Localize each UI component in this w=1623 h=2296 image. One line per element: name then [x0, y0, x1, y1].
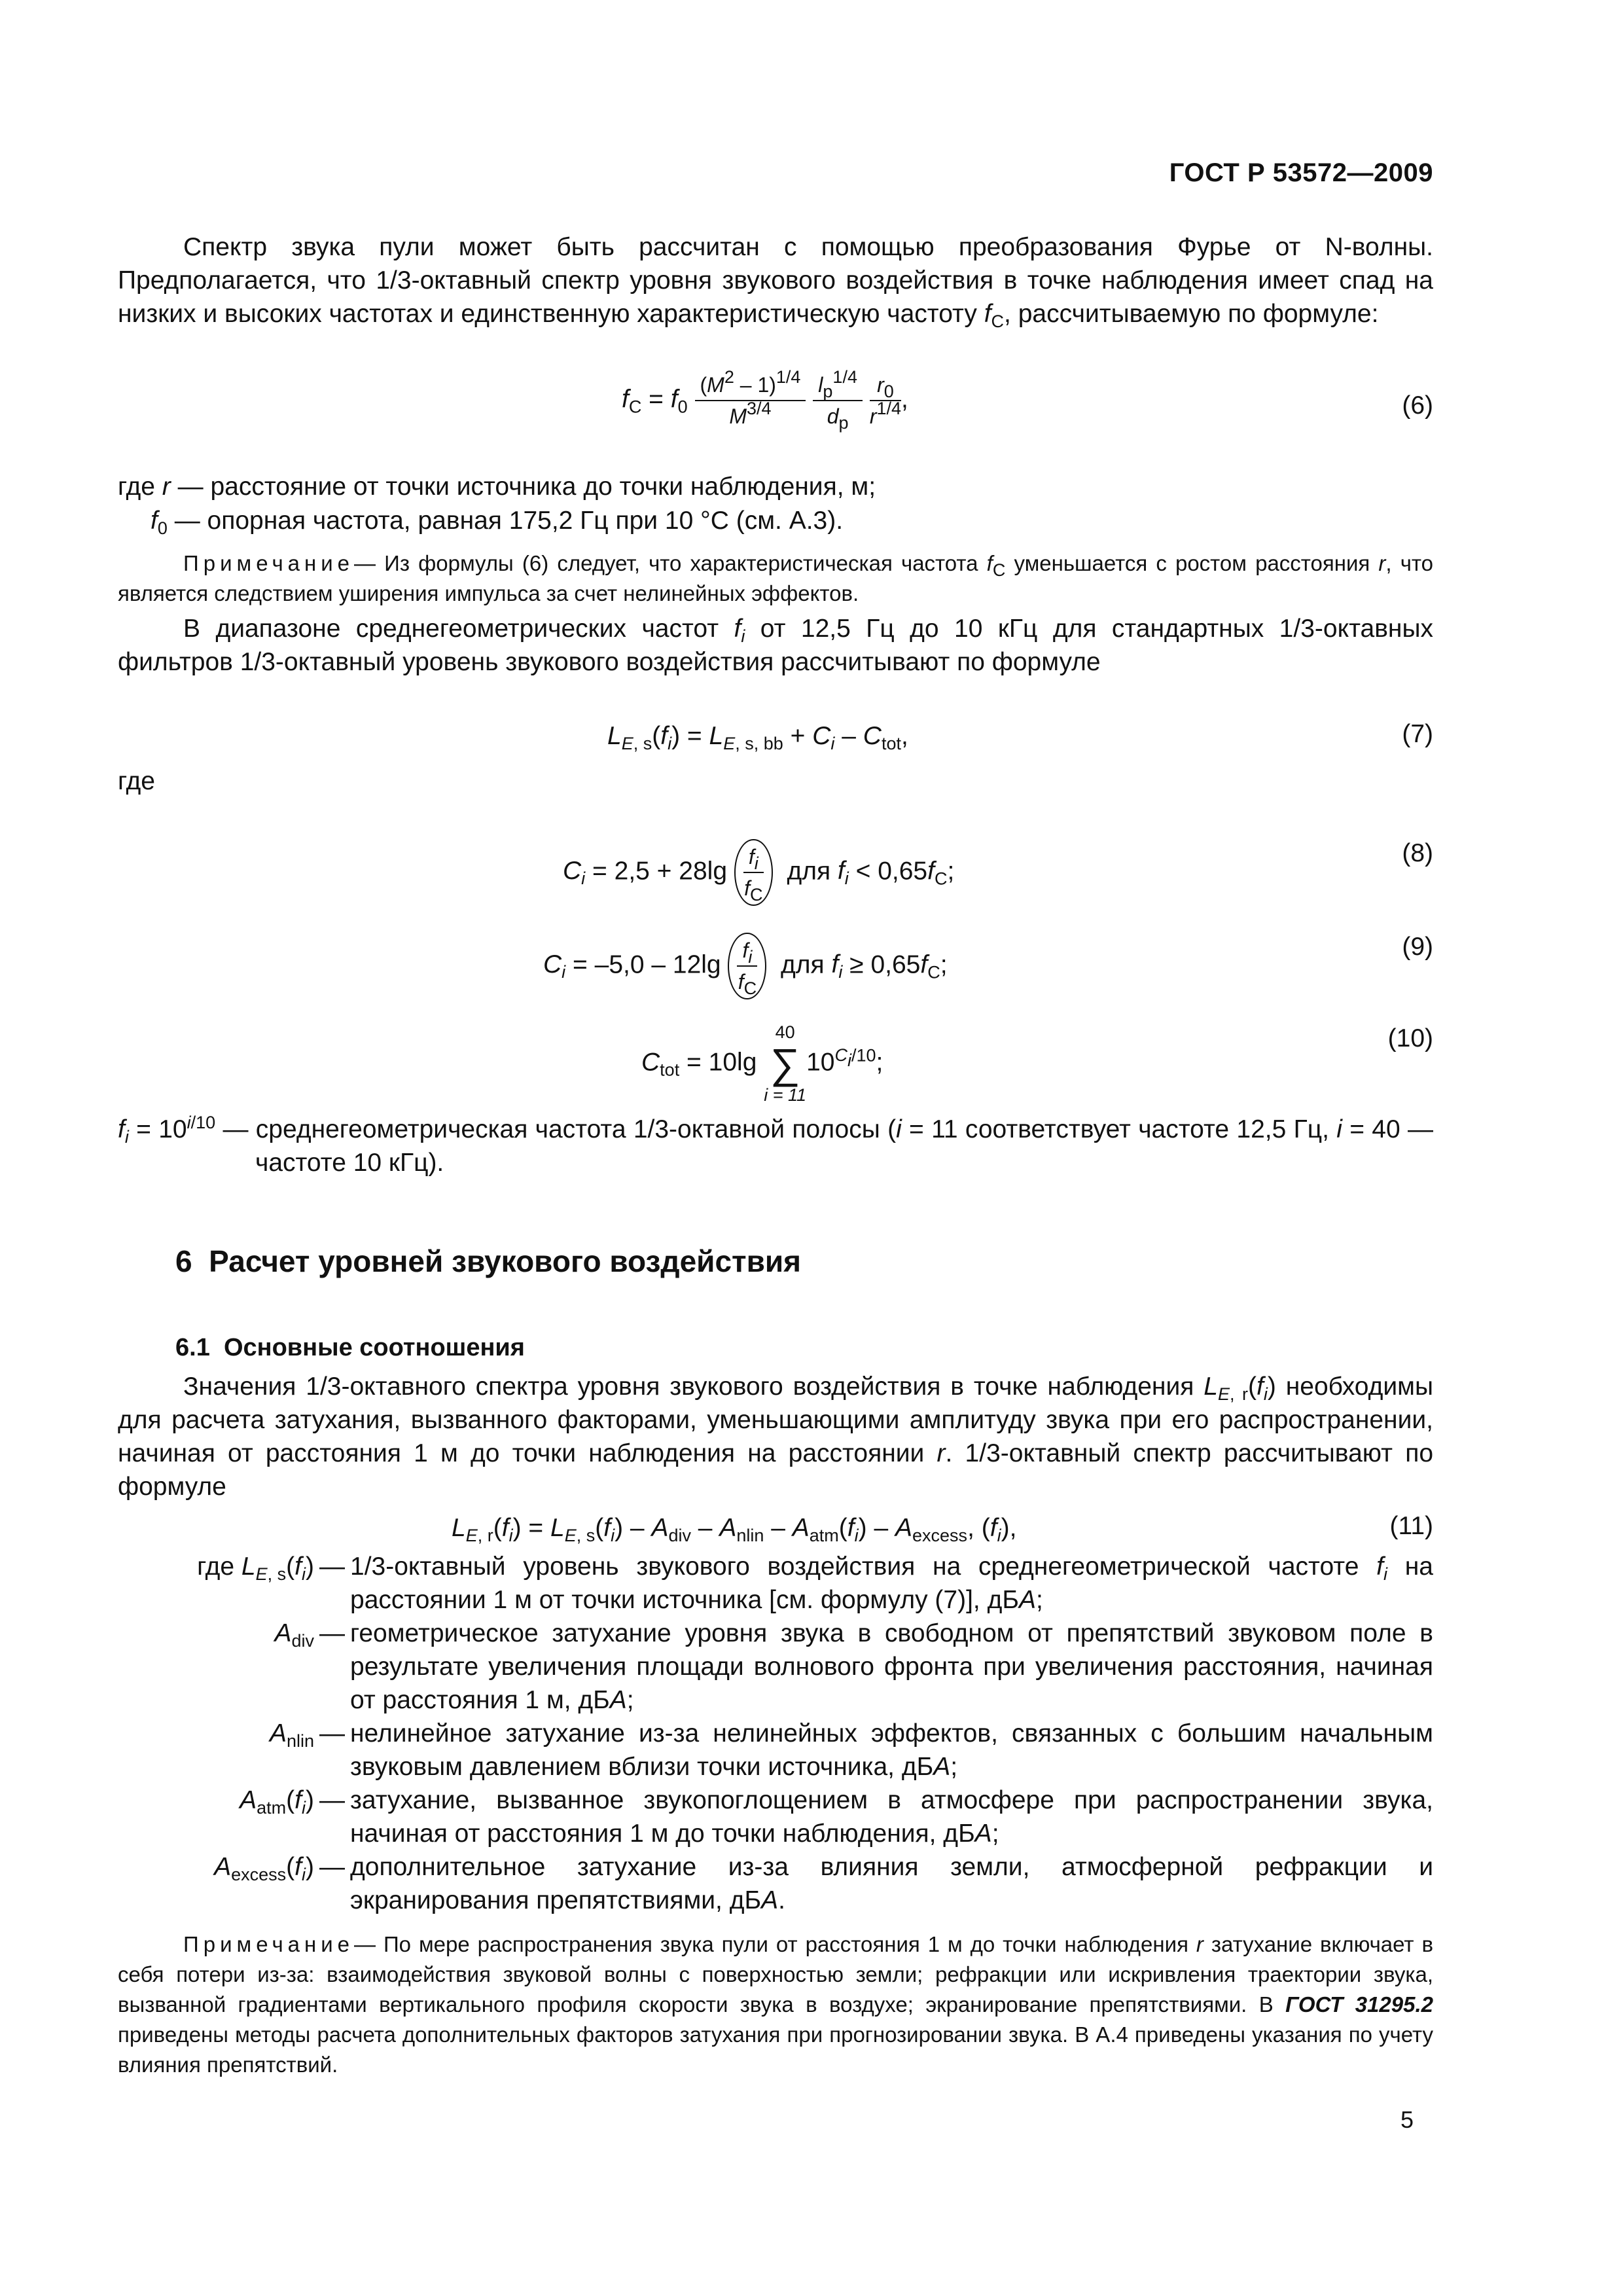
- equation-number-7: (7): [1402, 720, 1433, 748]
- formula-6: $f_С = f_0$ $\frac{(M^2 - 1)^{1/4}}{M^{3/4}}$ $\frac{l_p^{1/4}}{d_p}$ $\frac{r_0}{r^{1/4}}$ ,: [622, 367, 908, 433]
- subsection-heading: 6.1 Основные соотношения: [175, 1334, 525, 1361]
- definition-anlin: $A_{nlin}$ — нелинейное затухание из-за нелинейных эффектов, связанных с большим начальным звуковым давлением вблизи точки источника, дБА;: [269, 1719, 1433, 1781]
- definition-adiv: $A_{div}$ — геометрическое затухание уровня звука в свободном от препятствий звуковом поле в результате увеличения площади волнового фронта при увеличения расстояния, начиная от расстояния 1 м, дБА;: [274, 1619, 1433, 1714]
- definition-aexcess: $A_{excess}(f_i)$ — дополнительное затухание из-за влияния земли, атмосферной рефракции и экранирования препятствиями, дБА.: [214, 1853, 1433, 1914]
- formula-11: $L_{E, r}(f_i) = L_{E, s}(f_i) - A_{div} - A_{nlin} - A_{atm}(f_i) - A_{excess}$, $(f_i)$,: [452, 1514, 1017, 1545]
- paragraph-band-range: В диапазоне среднегеометрических частот $f_i$ от 12,5 Гц до 10 кГц для стандартных 1/3-октавных фильтров 1/3-октавный уровень звукового воздействия рассчитывают по формуле: [118, 615, 1433, 676]
- standard-reference: ГОСТ 31295.2: [1285, 1992, 1433, 2017]
- equation-number-10: (10): [1387, 1024, 1433, 1052]
- paragraph-spectrum-values: Значения 1/3-октавного спектра уровня звукового воздействия в точке наблюдения $L_{E, r}(f_i)$ необходимы для расчета затухания, вызванного факторами, уменьшающими амплитуду звука при его распространении, начиная от расстояния 1 м до точки наблюдения на расстоянии r. 1/3-октавный спектр рассчитывают по формуле: [118, 1372, 1434, 1501]
- equation-number-8: (8): [1402, 839, 1433, 867]
- equation-number-11: (11): [1389, 1512, 1433, 1540]
- definitions-list: [118, 1550, 1433, 1917]
- definition-les: где $L_{E, s}(f_i)$ — 1/3-октавный уровень звукового воздействия на среднегеометрической частоте $f_i$ на расстоянии 1 м от точки источника [см. формулу (7)], дБА;: [197, 1552, 1433, 1614]
- paragraph-fourier: Спектр звука пули может быть рассчитан с помощью преобразования Фурье от N-волны. Предполагается, что 1/3-октавный спектр уровня звукового воздействия в точке наблюдения имеет спад на низких и высоких частотах и единственную характеристическую частоту $f_С$, рассчитываемую по формуле:: [118, 233, 1433, 331]
- definition-fi: $f_i = 10^{i/10}$ — среднегеометрическая частота 1/3-октавной полосы (i = 11 соответствует частоте 12,5 Гц, i = 40 — частоте 10 кГц).: [118, 1113, 1433, 1177]
- formula-9: $C_i = -5,0 - 12\lg$ $\frac{f_i}{f_С}$ для $f_i \ge 0,65f_С$;: [543, 933, 948, 999]
- document-header-code: ГОСТ Р 53572—2009: [1169, 158, 1433, 187]
- definition-r: где r — расстояние от точки источника до точки наблюдения, м;: [118, 473, 876, 501]
- formula-8: $C_i = 2,5 + 28\lg$ $\frac{f_i}{f_С}$ для $f_i < 0,65f_С$;: [563, 839, 954, 906]
- note-2: Примечание— По мере распространения звука пули от расстояния 1 м до точки наблюдения r затухание включает в себя потери из-за: взаимодействия звуковой волны с поверхностью земли; рефракции или искривления траектории звука, вызванной градиентами вертикального профиля скорости звука в воздухе; экранирование препятствиями. В ГОСТ 31295.2 приведены методы расчета дополнительных факторов затухания при прогнозировании звука. В А.4 приведены указания по учету влияния препятствий.: [118, 1932, 1433, 2077]
- section-heading: 6 Расчет уровней звукового воздействия: [175, 1244, 801, 1278]
- formula-7: $L_{E, s}(f_i) = L_{E, s, bb} + C_i - C_{tot}$,: [607, 722, 908, 753]
- definition-aatm: $A_{atm}(f_i)$ — затухание, вызванное звукопоглощением в атмосфере при распространении звука, начиная от расстояния 1 м до точки наблюдения, дБА;: [240, 1786, 1433, 1848]
- page-number: 5: [1400, 2106, 1414, 2133]
- where-label: где: [118, 767, 155, 795]
- equation-number-9: (9): [1402, 933, 1433, 961]
- note-1: Примечание— Из формулы (6) следует, что характеристическая частота $f_С$ уменьшается с ростом расстояния r, что является следствием уширения импульса за счет нелинейных эффектов.: [118, 551, 1434, 605]
- formula-10: $C_{tot} = 10\lg$ 40 ∑ i = 11 $10^{C_i/10}$;: [641, 1022, 883, 1105]
- equation-number-6: (6): [1402, 391, 1433, 420]
- definition-f0: $f_0$ — опорная частота, равная 175,2 Гц при 10 °С (см. А.3).: [151, 507, 844, 538]
